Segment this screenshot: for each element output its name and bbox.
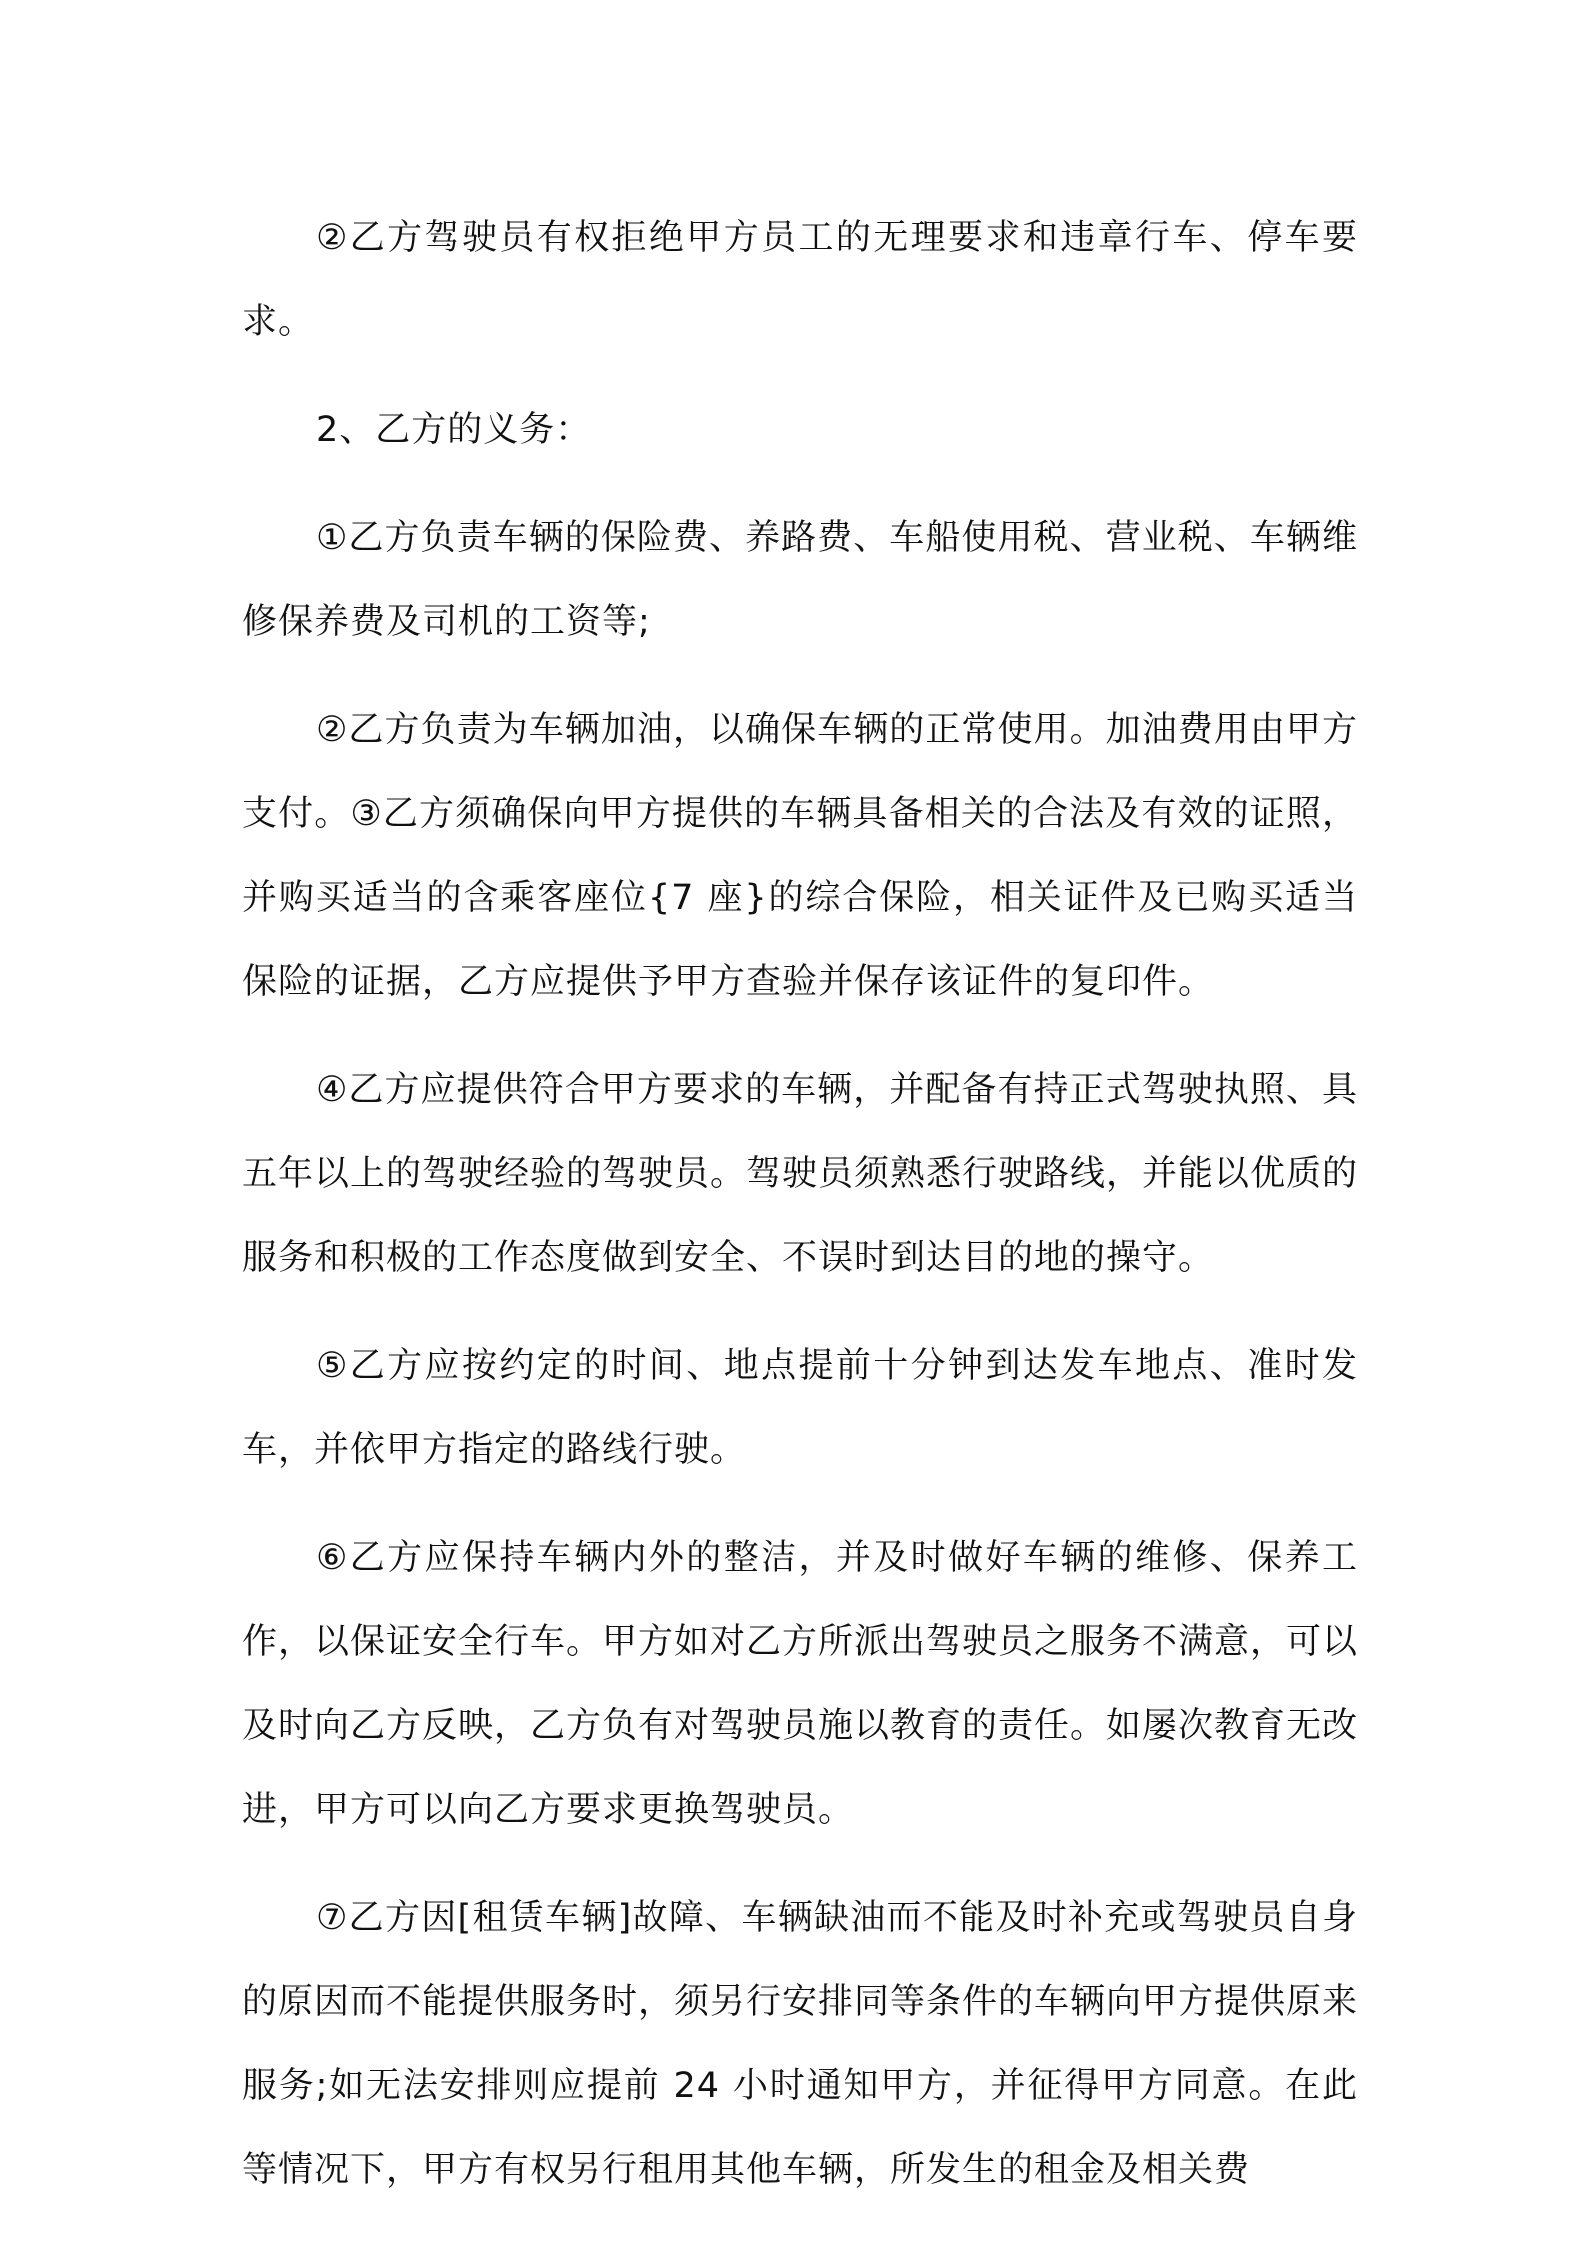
paragraph-obligation-4: ④乙方应提供符合甲方要求的车辆，并配备有持正式驾驶执照、具五年以上的驾驶经验的驾驶员。驾驶员须熟悉行驶路线，并能以优质的服务和积极的工作态度做到安全、不误时到达目的地的操守。	[242, 1070, 1359, 1278]
paragraph-obligation-1: ①乙方负责车辆的保险费、养路费、车船使用税、营业税、车辆维修保养费及司机的工资等;	[242, 518, 1358, 642]
paragraph-obligation-2-3: ②乙方负责为车辆加油，以确保车辆的正常使用。加油费用由甲方支付。③乙方须确保向甲方提供的车辆具备相关的合法及有效的证照，并购买适当的含乘客座位{7 座}的综合保险，相关证件及已购买适当保险的证据，乙方应提供予甲方查验并保存该证件的复印件。	[242, 710, 1358, 1002]
document-body	[242, 196, 1358, 2212]
paragraph-obligation-7: ⑦乙方因[租赁车辆]故障、车辆缺油而不能及时补充或驾驶员自身的原因而不能提供服务时，须另行安排同等条件的车辆向甲方提供原来服务;如无法安排则应提前 24 小时通知甲方，并征得甲方同意。在此等情况下，甲方有权另行租用其他车辆，所发生的租金及相关费	[242, 1898, 1359, 2190]
paragraph-obligation-5: ⑤乙方应按约定的时间、地点提前十分钟到达发车地点、准时发车，并依甲方指定的路线行驶。	[242, 1346, 1358, 1470]
paragraph-right-to-refuse: ②乙方驾驶员有权拒绝甲方员工的无理要求和违章行车、停车要求。	[242, 218, 1358, 342]
paragraph-party-b-obligations-heading: 2、乙方的义务：	[316, 410, 592, 450]
paragraph-obligation-6: ⑥乙方应保持车辆内外的整洁，并及时做好车辆的维修、保养工作，以保证安全行车。甲方如对乙方所派出驾驶员之服务不满意，可以及时向乙方反映，乙方负有对驾驶员施以教育的责任。如屡次教育无改进，甲方可以向乙方要求更换驾驶员。	[242, 1538, 1359, 1830]
